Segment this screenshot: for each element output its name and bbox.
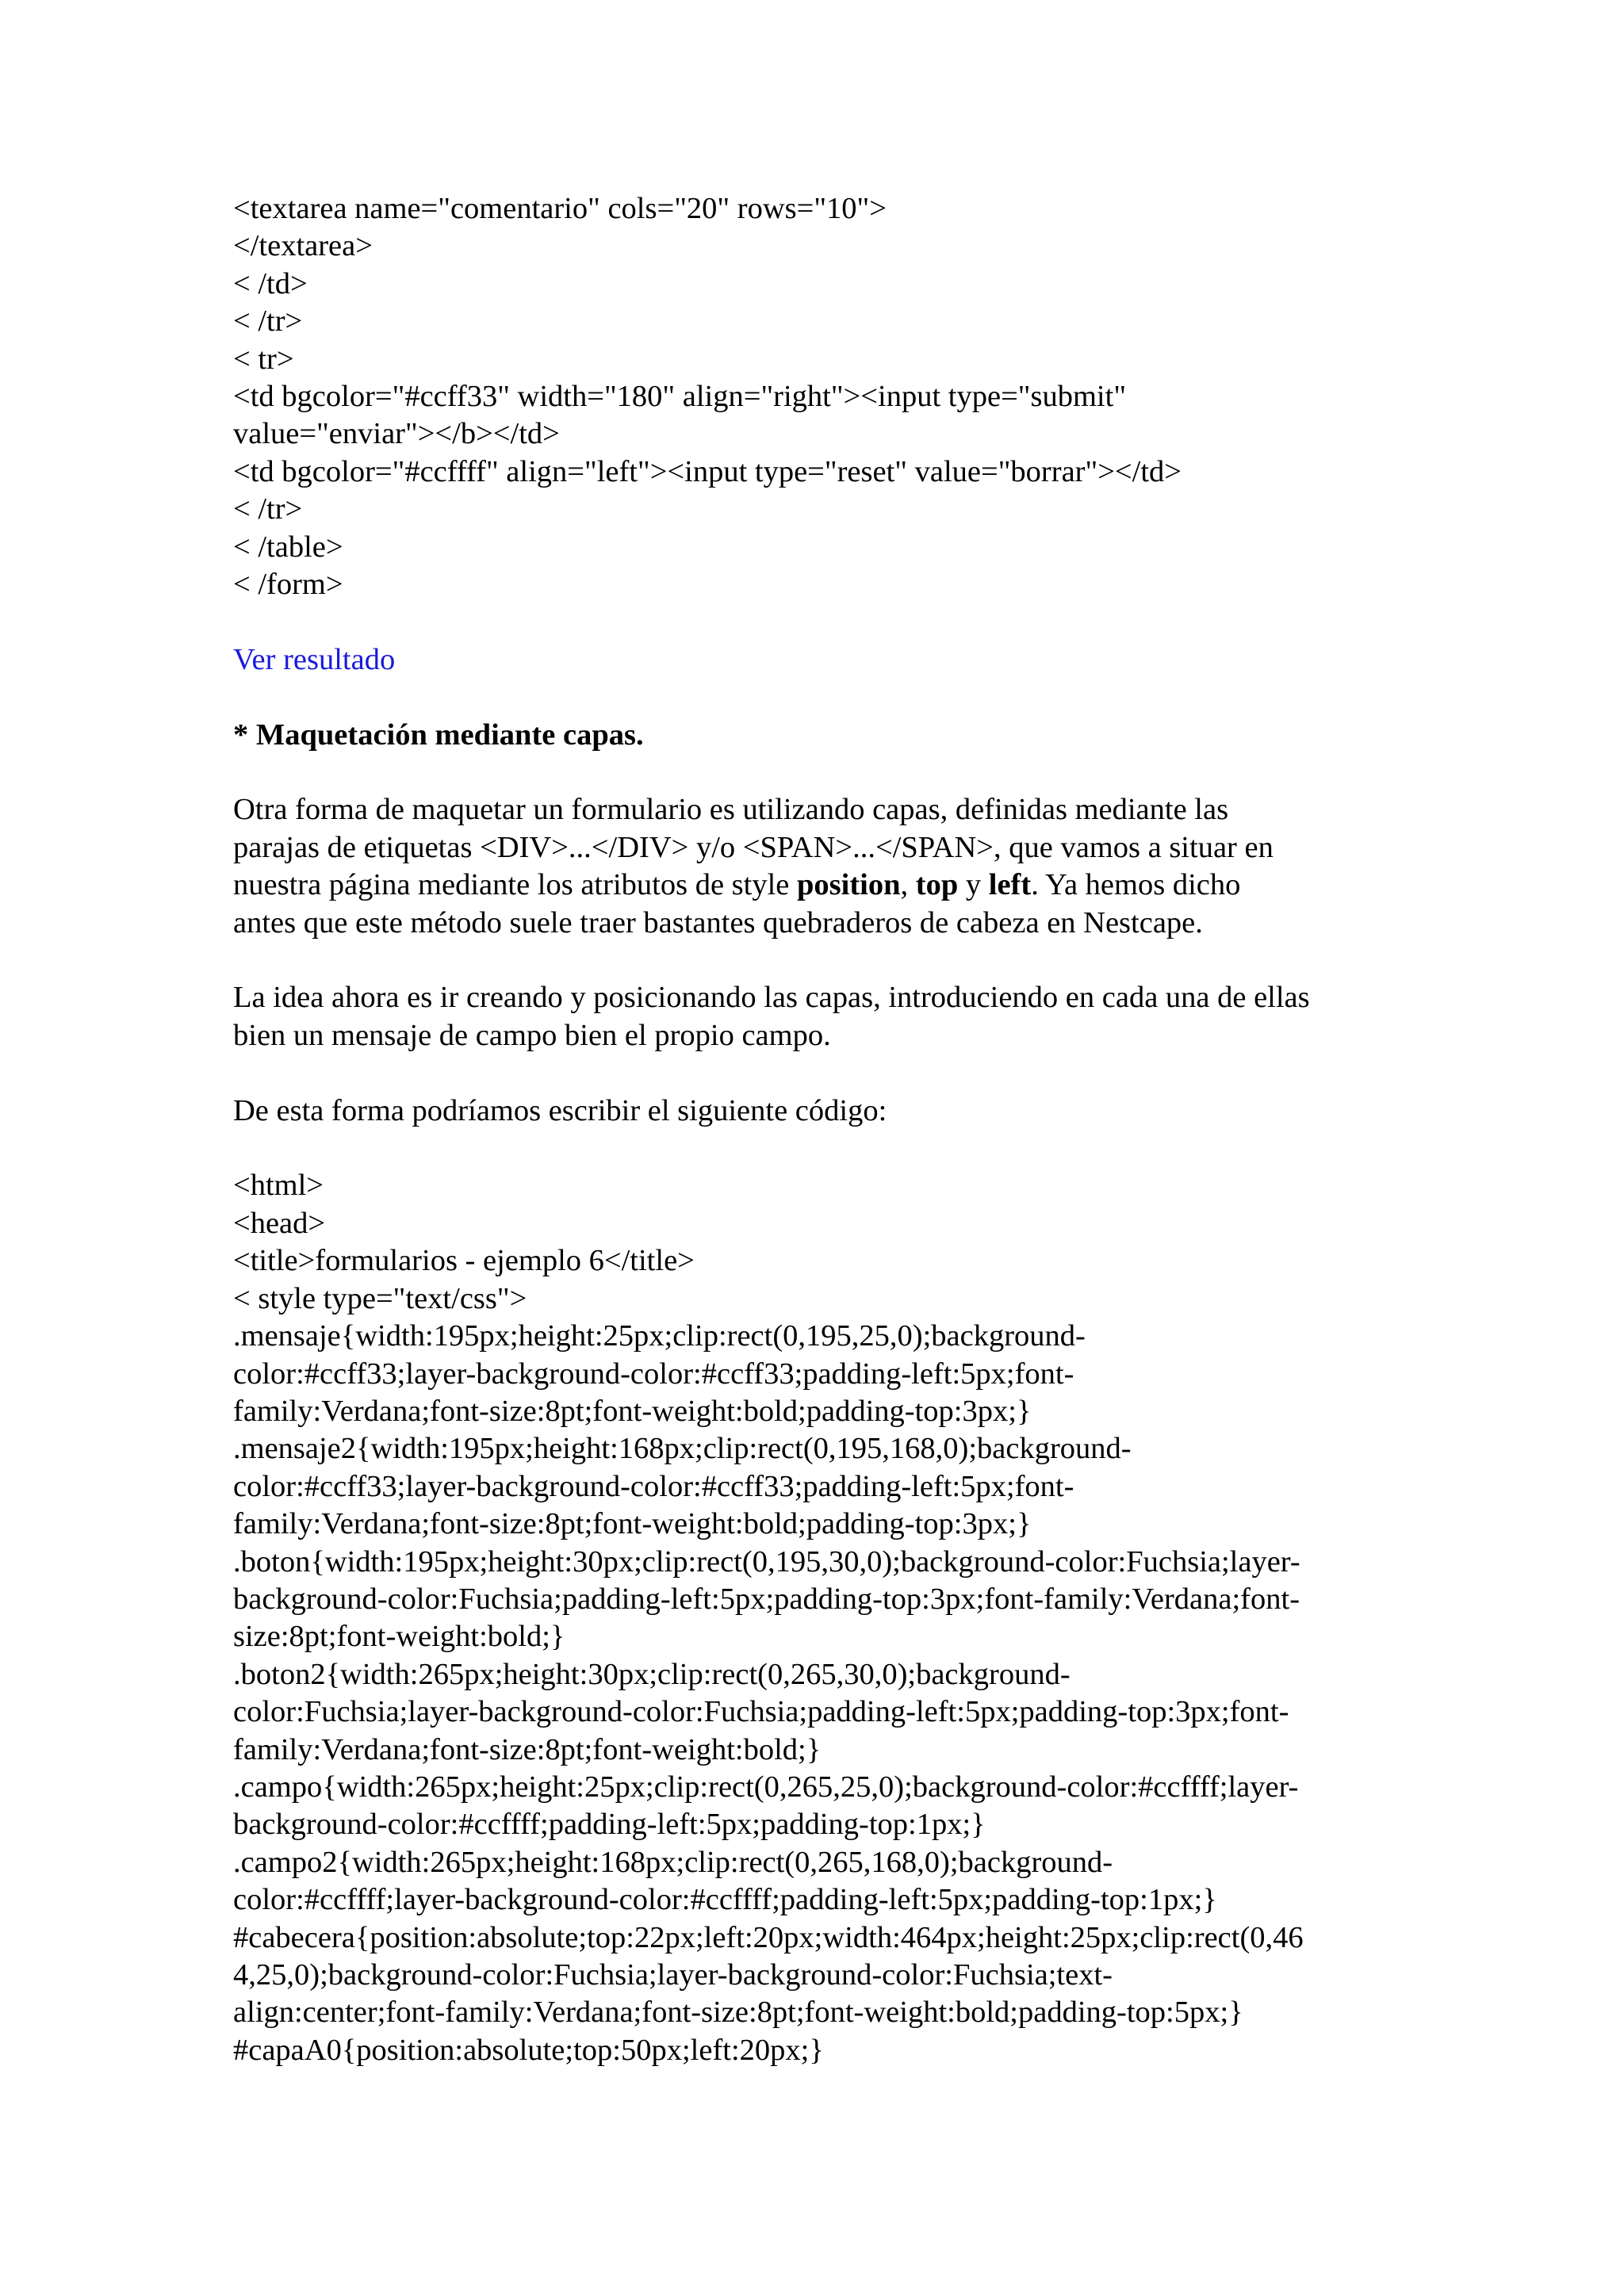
code-line: <head> (233, 1206, 326, 1240)
code-line: .boton{width:195px;height:30px;clip:rect(0,195,30,0);background-color:Fuchsia;layer- (233, 1544, 1300, 1578)
code-line: #capaA0{position:absolute;top:50px;left:20px;} (233, 2033, 824, 2067)
code-line: <td bgcolor="#ccffff" align="left"><input type="reset" value="borrar"></td> (233, 454, 1182, 488)
paragraph-code-intro: De esta forma podríamos escribir el siguiente código: (233, 1093, 887, 1127)
code-line: <td bgcolor="#ccff33" width="180" align="right"><input type="submit" (233, 380, 1127, 414)
spacer (233, 942, 1407, 979)
spacer (233, 679, 1407, 716)
paragraph-capas-intro (233, 791, 1407, 942)
code-block-example-6 (233, 1167, 1407, 2069)
code-line: background-color:Fuchsia;padding-left:5px;padding-top:3px;font-family:Verdana;font- (233, 1582, 1300, 1616)
code-line: <textarea name="comentario" cols="20" rows="10"> (233, 192, 887, 225)
code-block-form-end (233, 190, 1407, 603)
code-line: color:#ccff33;layer-background-color:#ccff33;padding-left:5px;font- (233, 1469, 1074, 1503)
code-line: < /tr> (233, 492, 303, 526)
code-line: .mensaje{width:195px;height:25px;clip:rect(0,195,25,0);background- (233, 1319, 1086, 1353)
code-line: align:center;font-family:Verdana;font-size:8pt;font-weight:bold;padding-top:5px;} (233, 1996, 1243, 2030)
code-line: background-color:#ccffff;padding-left:5px;padding-top:1px;} (233, 1808, 986, 1842)
spacer (233, 754, 1407, 791)
bold-left: left (988, 868, 1032, 902)
code-line: family:Verdana;font-size:8pt;font-weight:bold;padding-top:3px;} (233, 1394, 1032, 1428)
code-line: </textarea> (233, 229, 373, 263)
bold-position: position (797, 868, 901, 902)
document-page (233, 190, 1407, 2069)
paragraph-line: bien un mensaje de campo bien el propio campo. (233, 1018, 831, 1052)
code-line: 4,25,0);background-color:Fuchsia;layer-background-color:Fuchsia;text- (233, 1958, 1113, 1992)
code-line: < tr> (233, 342, 294, 376)
paragraph-line: nuestra página mediante los atributos de style position, top y left. Ya hemos dicho (233, 868, 1241, 902)
code-line: .campo{width:265px;height:25px;clip:rect(0,265,25,0);background-color:#ccffff;layer- (233, 1770, 1299, 1804)
code-line: #cabecera{position:absolute;top:22px;left:20px;width:464px;height:25px;clip:rect(0,46 (233, 1920, 1304, 1954)
code-line: < /table> (233, 530, 343, 564)
code-line: .mensaje2{width:195px;height:168px;clip:rect(0,195,168,0);background- (233, 1432, 1132, 1466)
code-line: family:Verdana;font-size:8pt;font-weight:bold;padding-top:3px;} (233, 1507, 1032, 1541)
section-heading: * Maquetación mediante capas. (233, 718, 644, 752)
code-line: < /td> (233, 266, 308, 300)
code-line: <html> (233, 1169, 324, 1203)
code-line: color:#ccff33;layer-background-color:#ccff33;padding-left:5px;font- (233, 1357, 1074, 1391)
paragraph-line: Otra forma de maquetar un formulario es utilizando capas, definidas mediante las (233, 793, 1229, 827)
ver-resultado-link[interactable]: Ver resultado (233, 642, 396, 676)
code-line: family:Verdana;font-size:8pt;font-weight:bold;} (233, 1732, 822, 1766)
code-line: .campo2{width:265px;height:168px;clip:rect(0,265,168,0);background- (233, 1845, 1113, 1879)
code-line: < /form> (233, 568, 343, 602)
paragraph-line: antes que este método suele traer bastantes quebraderos de cabeza en Nestcape. (233, 905, 1203, 939)
spacer (233, 603, 1407, 641)
code-line: color:Fuchsia;layer-background-color:Fuchsia;padding-left:5px;padding-top:3px;font- (233, 1695, 1289, 1729)
paragraph-line: La idea ahora es ir creando y posicionando las capas, introduciendo en cada una de ellas (233, 981, 1310, 1015)
paragraph-line: parajas de etiquetas <DIV>...</DIV> y/o <SPAN>...</SPAN>, que vamos a situar en (233, 830, 1274, 864)
code-line: < style type="text/css"> (233, 1281, 527, 1315)
bold-top: top (915, 868, 959, 902)
code-line: color:#ccffff;layer-background-color:#ccffff;padding-left:5px;padding-top:1px;} (233, 1883, 1217, 1917)
code-line: value="enviar"></b></td> (233, 417, 560, 451)
code-line: < /tr> (233, 304, 303, 339)
code-line: size:8pt;font-weight:bold;} (233, 1620, 565, 1654)
spacer (233, 1054, 1407, 1092)
code-line: .boton2{width:265px;height:30px;clip:rect(0,265,30,0);background- (233, 1657, 1071, 1691)
paragraph-idea (233, 979, 1407, 1054)
code-line: <title>formularios - ejemplo 6</title> (233, 1244, 695, 1278)
spacer (233, 1130, 1407, 1167)
